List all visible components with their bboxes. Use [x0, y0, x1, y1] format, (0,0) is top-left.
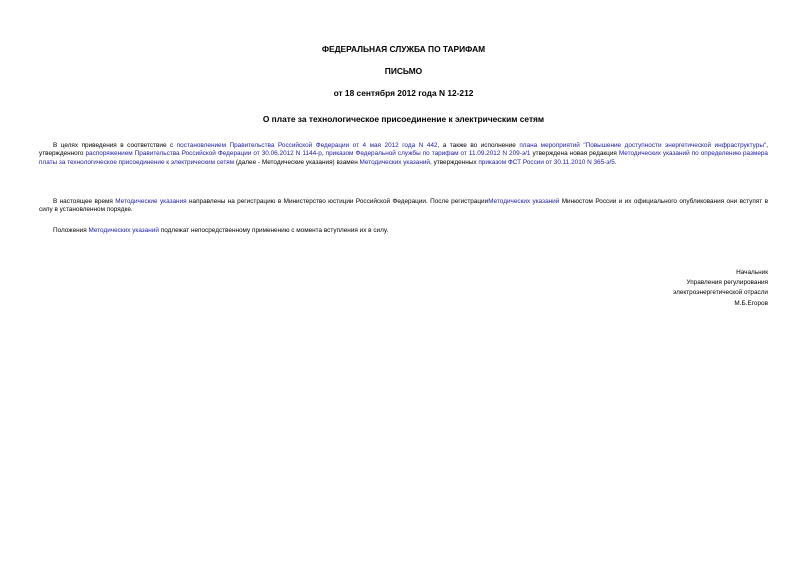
link-fst-order-209[interactable]: приказом Федеральной службы по тарифам от 11.09.2012 N 209-э/1	[325, 150, 531, 158]
link-methodical-guidelines-old[interactable]: Методических указаний	[359, 158, 431, 166]
link-methodical-guidelines[interactable]: Методические указания	[115, 198, 187, 205]
link-government-decree-442[interactable]: постановлением Правительства Российской Федерации от 4 мая 2012 года N 442	[176, 142, 438, 149]
organization-title: ФЕДЕРАЛЬНАЯ СЛУЖБА ПО ТАРИФАМ	[321, 44, 486, 54]
signature-department-sector: электроэнергетической отрасли	[672, 289, 768, 297]
paragraph-3-text: Положения	[53, 227, 89, 234]
paragraph-1-text: В целях приведения в соответствие с	[53, 142, 177, 149]
paragraph-2	[39, 198, 768, 215]
link-methodical-guidelines-provisions[interactable]: Методических указаний	[88, 227, 159, 234]
document-date-number: от 18 сентября 2012 года N 12-212	[333, 88, 474, 98]
link-government-order-1144[interactable]: распоряжением Правительства Российской Федерации от 30.06.2012 N 1144-р	[85, 150, 322, 158]
link-methodical-guidelines-registration[interactable]: Методических указаний	[488, 198, 560, 205]
paragraph-3	[39, 227, 768, 235]
signature-position: Начальник	[736, 269, 768, 276]
paragraph-1	[39, 142, 768, 167]
paragraph-1-text: , утвержденного	[39, 142, 768, 158]
paragraph-2-text: В настоящее время	[53, 198, 116, 205]
paragraph-2-text: Минюстом России и их официального опубликования они вступят в силу в установленном порядке.	[39, 198, 768, 214]
signature-block	[673, 268, 768, 309]
link-energy-infrastructure-plan[interactable]: плана мероприятий "Повышение доступности энергетической инфраструктуры"	[519, 142, 767, 149]
signature-name: М.Б.Егоров	[734, 299, 768, 307]
document-type: ПИСЬМО	[384, 66, 423, 76]
paragraph-3-text: подлежат непосредственному применению с момента вступления их в силу.	[158, 227, 389, 234]
document-subject: О плате за технологическое присоединение к электрическим сетям	[262, 114, 545, 124]
paragraph-1-text: утверждена новая редакция	[530, 150, 619, 158]
paragraph-1-text: (далее - Методические указания) взамен	[234, 158, 360, 166]
paragraph-2-text: направлены на регистрацию в Министерство юстиции Российской Федерации. После регистрации	[186, 198, 489, 205]
paragraph-1-text: , а также во исполнение	[437, 142, 520, 149]
paragraph-1-text: ,	[321, 150, 326, 158]
link-fst-order-365[interactable]: приказом ФСТ России от 30.11.2010 N 365-э/5	[478, 158, 615, 166]
paragraph-1-text: .	[614, 158, 617, 166]
signature-department: Управления регулирования	[686, 279, 768, 287]
paragraph-1-text: , утвержденных	[430, 158, 479, 166]
link-methodical-guidelines-new[interactable]: Методических указаний по определению размера платы за технологическое присоединение к электрическим сетям	[39, 150, 768, 166]
